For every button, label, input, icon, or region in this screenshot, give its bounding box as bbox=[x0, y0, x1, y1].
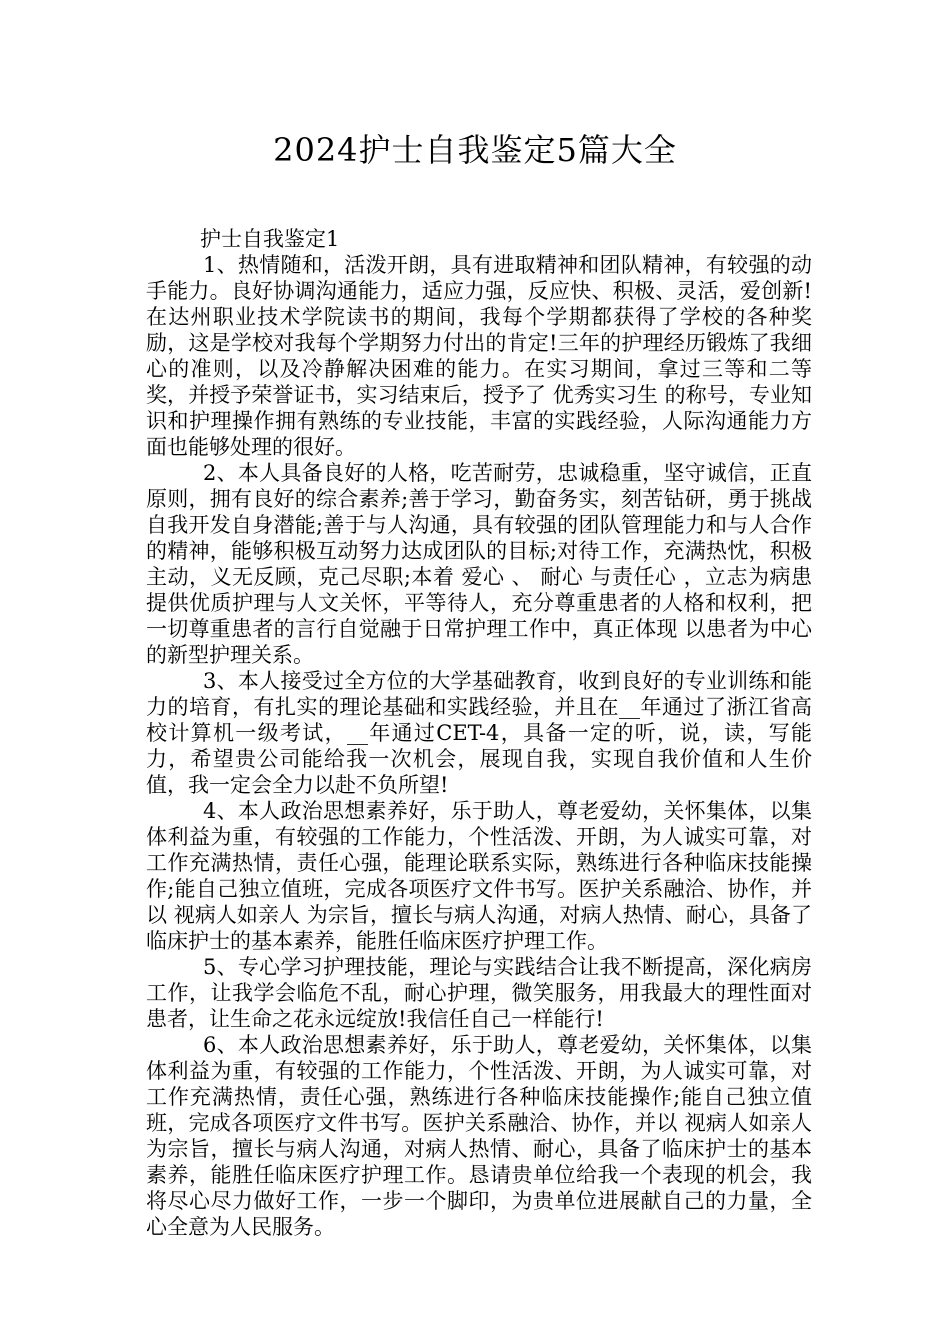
document-title: 2024护士自我鉴定5篇大全 bbox=[273, 131, 677, 169]
paragraph-1: 1、热情随和，活泼开朗，具有进取精神和团队精神，有较强的动手能力。良好协调沟通能力，适应力强，反应快、积极、灵活，爱创新!在达州职业技术学院读书的期间，我每个学期都获得了学校的各种奖励，这是学校对我每个学期努力付出的肯定!三年的护理经历锻炼了我细心的准则，以及冷静解决困难的能力。在实习期间，拿过三等和二等奖，并授予荣誉证书，实习结束后，授予了 优秀实习生 的称号，专业知识和护理操作拥有熟练的专业技能，丰富的实践经验，人际沟通能力方面也能够处理的很好。 bbox=[146, 253, 812, 459]
paragraph-6: 6、本人政治思想素养好，乐于助人，尊老爱幼，关怀集体，以集体利益为重，有较强的工作能力，个性活泼、开朗，为人诚实可靠，对工作充满热情，责任心强，熟练进行各种临床技能操作;能自己独立值班，完成各项医疗文件书写。医护关系融洽、协作，并以 视病人如亲人 为宗旨，擅长与病人沟通，对病人热情、耐心，具备了临床护士的基本素养，能胜任临床医疗护理工作。恳请贵单位给我一个表现的机会，我将尽心尽力做好工作，一步一个脚印，为贵单位进展献自己的力量，全心全意为人民服务。 bbox=[146, 1033, 812, 1239]
paragraph-3: 3、本人接受过全方位的大学基础教育，收到良好的专业训练和能力的培育，有扎实的理论基础和实践经验，并且在__年通过了浙江省高校计算机一级考试，__年通过CET-4，具备一定的听，说，读，写能力，希望贵公司能给我一次机会，展现自我，实现自我价值和人生价值，我一定会全力以赴不负所望! bbox=[146, 669, 812, 797]
document-body bbox=[146, 226, 812, 1240]
paragraph-5: 5、专心学习护理技能，理论与实践结合让我不断提高，深化病房工作，让我学会临危不乱，耐心护理，微笑服务，用我最大的理性面对患者，让生命之花永远绽放!我信任自己一样能行! bbox=[146, 955, 812, 1031]
section-heading: 护士自我鉴定1 bbox=[200, 227, 340, 251]
paragraph-2: 2、本人具备良好的人格，吃苦耐劳，忠诚稳重，坚守诚信，正直原则，拥有良好的综合素养;善于学习，勤奋务实，刻苦钻研，勇于挑战自我开发自身潜能;善于与人沟通，具有较强的团队管理能力和与人合作的精神，能够积极互动努力达成团队的目标;对待工作，充满热忱，积极主动，义无反顾，克己尽职;本着 爱心 、 耐心 与责任心 ，立志为病患提供优质护理与人文关怀，平等待人，充分尊重患者的人格和权利，把一切尊重患者的言行自觉融于日常护理工作中，真正体现 以患者为中心 的新型护理关系。 bbox=[146, 461, 812, 667]
paragraph-4: 4、本人政治思想素养好，乐于助人，尊老爱幼，关怀集体，以集体利益为重，有较强的工作能力，个性活泼、开朗，为人诚实可靠，对工作充满热情，责任心强，能理论联系实际，熟练进行各种临床技能操作;能自己独立值班，完成各项医疗文件书写。医护关系融洽、协作，并以 视病人如亲人 为宗旨，擅长与病人沟通，对病人热情、耐心，具备了临床护士的基本素养，能胜任临床医疗护理工作。 bbox=[146, 799, 812, 953]
